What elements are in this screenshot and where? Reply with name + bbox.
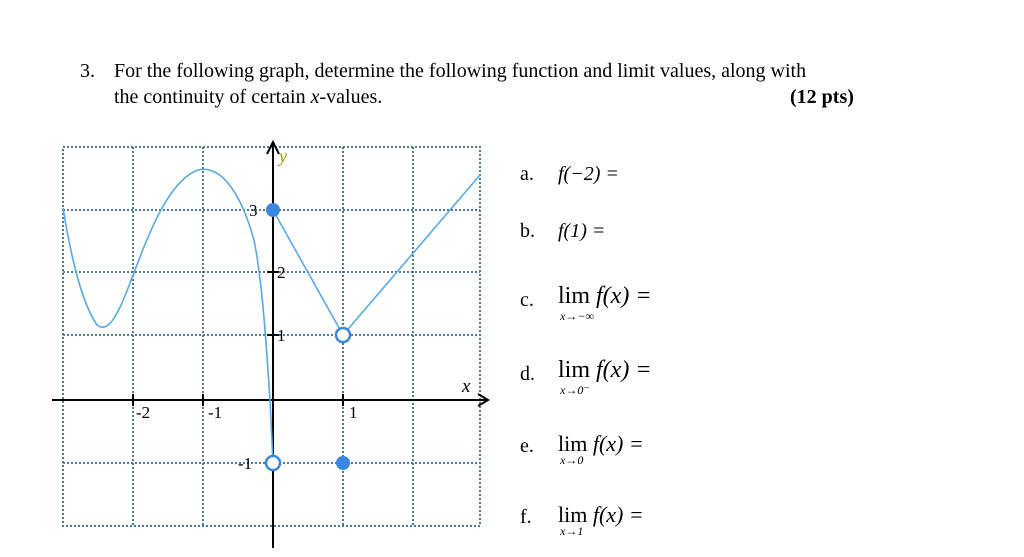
part-f-label: f. bbox=[520, 506, 532, 528]
open-point-1-1 bbox=[336, 328, 350, 342]
part-d-label: d. bbox=[520, 363, 535, 385]
y-tick-neg1: -1 bbox=[238, 454, 253, 473]
axes bbox=[52, 142, 488, 548]
part-e-lim-word: lim bbox=[558, 431, 588, 456]
open-point-0-neg1 bbox=[266, 456, 280, 470]
question-text-line1: For the following graph, determine the following function and limit values, along with bbox=[114, 60, 807, 82]
part-e-function: f(x) = bbox=[592, 431, 644, 456]
question-line2-start: the continuity of certain bbox=[114, 86, 311, 108]
part-c-lim bbox=[558, 283, 594, 323]
y-tick-3: 3 bbox=[249, 201, 258, 220]
part-c-function: f(x) = bbox=[596, 283, 652, 309]
part-f-expression bbox=[558, 502, 644, 538]
question-points: (12 pts) bbox=[790, 86, 854, 108]
part-d-function: f(x) = bbox=[596, 357, 652, 383]
part-c-subscript: x→−∞ bbox=[560, 309, 594, 323]
y-axis-label: y bbox=[279, 146, 287, 166]
part-d-expression bbox=[558, 357, 652, 397]
part-a-expression: f(−2) = bbox=[558, 163, 619, 185]
x-tick-neg1: -1 bbox=[208, 403, 223, 422]
part-f-lim-word: lim bbox=[558, 502, 588, 527]
part-c-lim-word: lim bbox=[558, 283, 591, 309]
y-tick-1: 1 bbox=[277, 326, 286, 345]
function-graph bbox=[0, 0, 500, 557]
part-f-lim bbox=[558, 502, 588, 538]
question-line2-variable: x bbox=[310, 86, 320, 108]
part-e-lim bbox=[558, 431, 588, 467]
part-b-label: b. bbox=[520, 220, 535, 242]
part-e-label: e. bbox=[520, 435, 534, 457]
closed-point-1-neg1 bbox=[336, 456, 350, 470]
x-tick-1: 1 bbox=[349, 403, 358, 422]
closed-point-0-3 bbox=[266, 203, 280, 217]
curve-right-segment bbox=[343, 175, 480, 335]
part-d-lim-word: lim bbox=[558, 357, 591, 383]
curve-left-branch bbox=[63, 169, 273, 463]
part-e-expression bbox=[558, 431, 644, 467]
part-d-subscript: x→0⁻ bbox=[560, 383, 590, 397]
part-c-label: c. bbox=[520, 289, 534, 311]
x-tick-neg2: -2 bbox=[136, 403, 151, 422]
part-f-function: f(x) = bbox=[592, 502, 644, 527]
part-a-label: a. bbox=[520, 163, 534, 185]
question-number: 3. bbox=[80, 60, 95, 82]
question-line2-end: -values. bbox=[319, 86, 383, 108]
part-b-expression: f(1) = bbox=[558, 220, 606, 242]
part-d-lim bbox=[558, 357, 591, 397]
part-c-expression bbox=[558, 283, 652, 323]
part-e-subscript: x→0 bbox=[560, 453, 584, 467]
part-f-subscript: x→1 bbox=[560, 524, 584, 538]
x-axis-label: x bbox=[462, 376, 471, 397]
y-tick-2: 2 bbox=[277, 263, 286, 282]
